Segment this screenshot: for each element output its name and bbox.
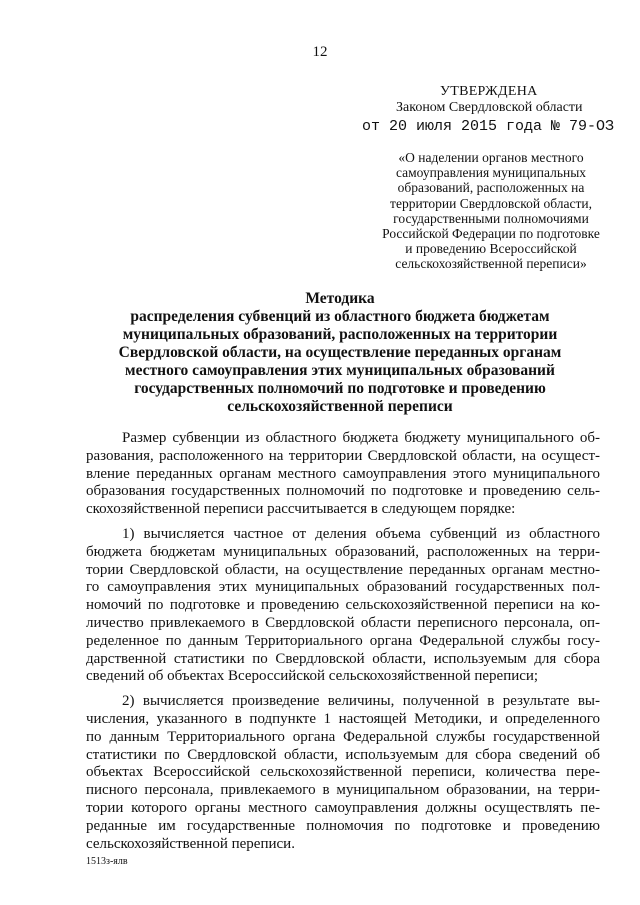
approval-stamp [362,84,622,138]
approval-date-number: от 20 июля 2015 года № 79-ОЗ [362,118,615,135]
text-line: писного персонала, привлекаемого в муниципальном образовании, на терри- [86,782,600,799]
text-line: 1) вычисляется частное от деления объема субвенций из областного [122,525,600,542]
text-line: числения, указанного в подпункте 1 настоящей Методики, и определенного [86,710,600,727]
title-line: государственных полномочий по подготовке и проведению [134,380,546,397]
title-line: Свердловской области, на осуществление переданных органам [118,344,562,361]
paragraph-intro [86,430,600,519]
document-code: 1513з-ялв [86,856,128,867]
text-line: реданные им государственные полномочия по подготовке и проведению [86,817,600,834]
approval-heading: УТВЕРЖДЕНА [440,84,538,99]
title-line: сельскохозяйственной переписи [227,398,453,415]
law-name-line: государственными полномочиями [393,210,589,226]
law-name-line: самоуправления муниципальных [395,165,587,181]
law-name-line: Российской Федерации по подготовке [382,226,600,242]
title-line: местного самоуправления этих муниципальных образований [125,362,555,379]
law-name-line: территории Свердловской области, [390,195,592,211]
text-line: го самоуправления этих муниципальных образований государственных пол- [86,579,600,596]
law-name-line: «О наделении органов местного [398,150,584,165]
paragraph-item-1 [86,526,600,686]
text-line: тории которого органы местного самоуправления должны осуществлять пе- [86,799,600,816]
text-line: сведений об объектах Всероссийской сельскохозяйственной переписи; [86,668,539,685]
document-title [60,290,620,416]
text-line: номочий по подготовке и проведению сельскохозяйственной переписи на ко- [86,597,600,614]
paragraph-item-2 [86,693,600,853]
text-line: вление переданных органам местного самоуправления этого муниципального [86,465,600,482]
text-line: бюджета бюджетам муниципальных образований, расположенных на терри- [86,543,600,560]
title-line: Методика [305,290,375,307]
text-line: дарственной статистики по Свердловской области, используемым для сбора [86,650,600,667]
text-line: статистики по Свердловской области, используемым для сбора сведений об [86,746,600,763]
law-name-line: сельскохозяйственной переписи» [395,256,587,272]
page-number: 12 [312,44,328,60]
text-line: тории Свердловской области, на осуществление переданных органам местно- [86,561,600,578]
text-line: по данным Территориального органа Федеральной службы государственной [86,728,600,745]
text-line: 2) вычисляется произведение величины, полученной в результате вы- [122,693,600,710]
approval-authority: Законом Свердловской области [396,100,583,115]
text-line: образования государственных полномочий по подготовке и проведению сель- [86,483,600,500]
title-line: распределения субвенций из областного бюджета бюджетам [130,308,550,325]
law-name-line: и проведению Всероссийской [405,241,577,257]
text-line: Размер субвенции из областного бюджета бюджету муниципального об- [122,430,600,446]
text-line: скохозяйственной переписи рассчитывается в следующем порядке: [86,501,516,518]
text-line: объектах Всероссийской сельскохозяйственной переписи, количества пере- [86,764,600,781]
title-line: муниципальных образований, расположенных на территории [122,326,558,343]
body-text [86,430,600,860]
text-line: личество привлекаемого в Свердловской области переписного персонала, оп- [86,614,600,631]
text-line: ределенное по данным Территориального органа Федеральной службы госу- [86,632,600,649]
law-name [360,150,622,272]
law-name-line: образований, расположенных на [397,180,585,196]
text-line: сельскохозяйственной переписи. [86,835,295,852]
text-line: разования, расположенного на территории Свердловской области, на осущест- [86,447,600,464]
